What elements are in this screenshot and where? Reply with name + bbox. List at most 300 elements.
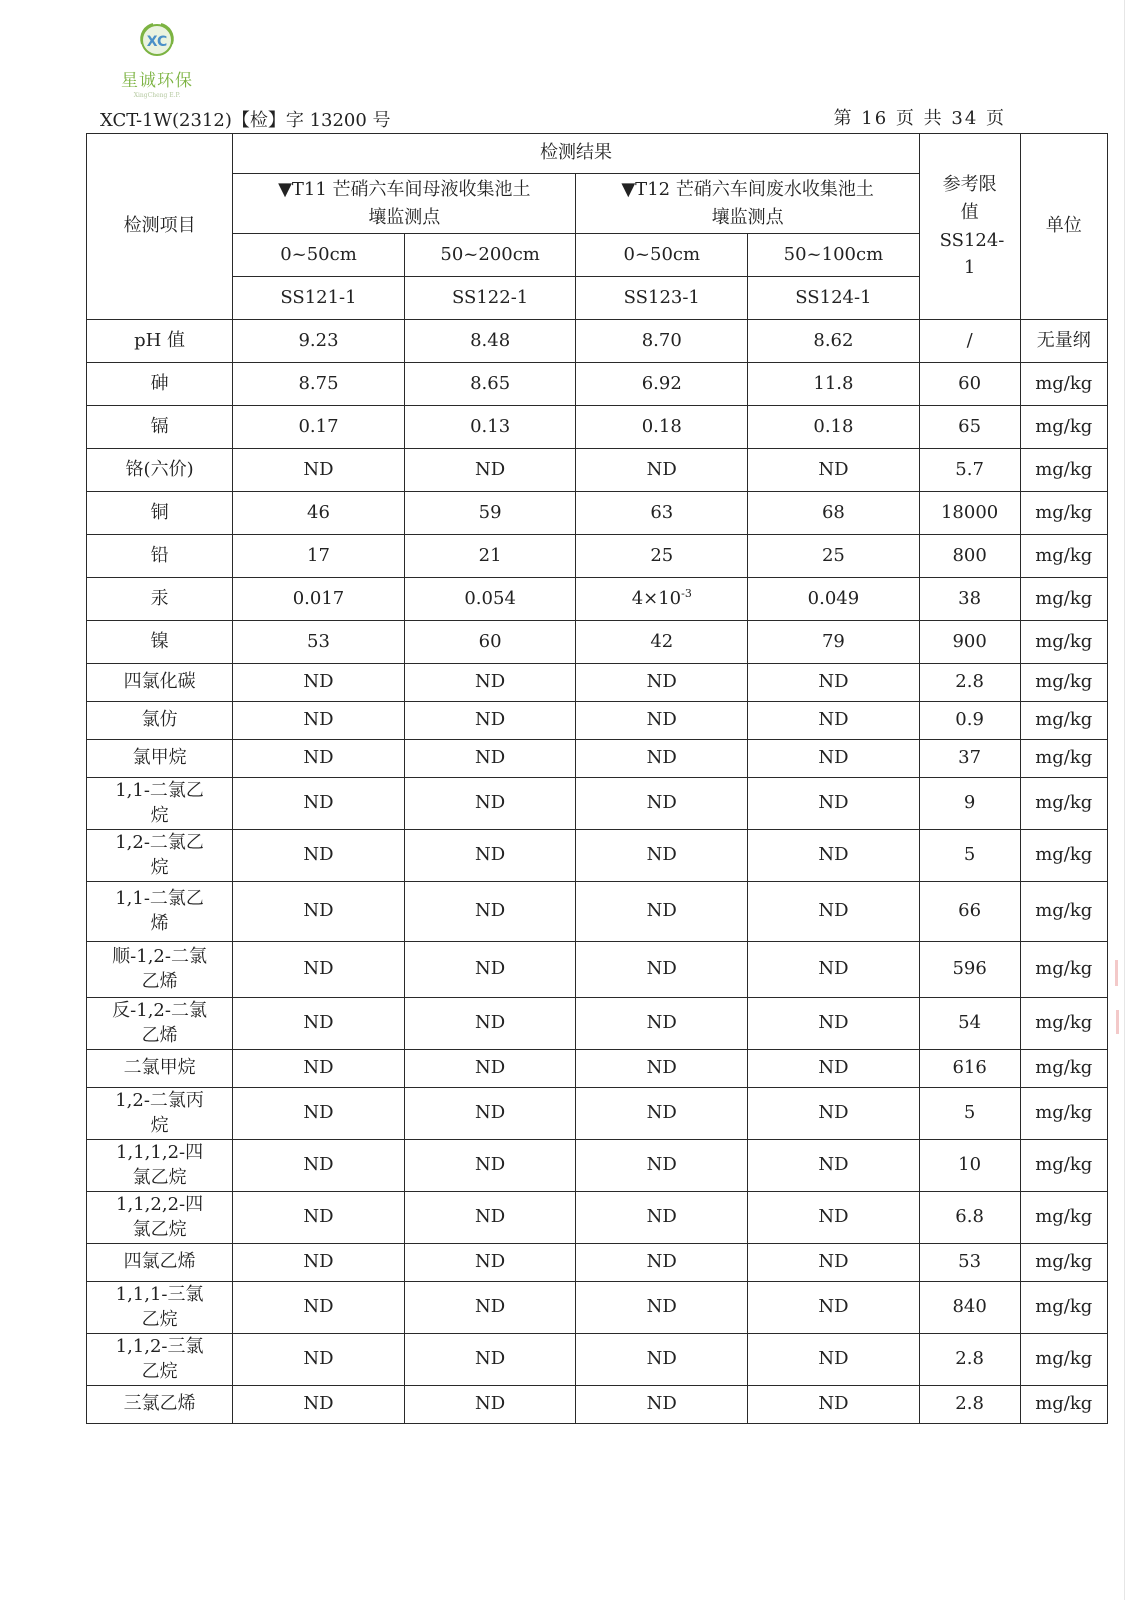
result-value-text: ND (475, 1057, 506, 1079)
result-value-text: ND (475, 458, 506, 480)
analyte-name-text: 1,2-二氯乙烷 (115, 832, 204, 878)
header-point-t12 (576, 174, 919, 234)
reference-limit: 66 (919, 882, 1020, 942)
reference-limit: 60 (919, 363, 1020, 406)
result-value (233, 664, 405, 702)
header-reference-text: 参考限值 SS124-1 (939, 173, 1005, 279)
result-value (404, 578, 576, 621)
result-value (748, 740, 920, 778)
reference-limit: 37 (919, 740, 1020, 778)
result-value (748, 1334, 920, 1386)
result-value (576, 578, 748, 621)
logo-subtext: XingCheng E.P. (133, 92, 181, 99)
table-row (87, 621, 1108, 664)
result-value (748, 664, 920, 702)
result-value-text: ND (303, 1206, 334, 1228)
analyte-name-text: 镍 (150, 630, 169, 652)
analyte-name-text: pH 值 (134, 329, 186, 351)
analyte-name (87, 882, 233, 942)
result-value-text: 63 (650, 501, 674, 523)
reference-limit: 0.9 (919, 702, 1020, 740)
result-value (404, 1386, 576, 1424)
result-value (576, 1140, 748, 1192)
results-table (86, 133, 1108, 1424)
table-row (87, 1192, 1108, 1244)
result-value (233, 1244, 405, 1282)
result-value (404, 702, 576, 740)
analyte-name-text: 四氯化碳 (123, 671, 196, 693)
analyte-name-text: 顺-1,2-二氯乙烯 (112, 946, 207, 992)
reference-limit: 10 (919, 1140, 1020, 1192)
result-value-text: ND (646, 1393, 677, 1415)
result-value-text: 0.17 (298, 415, 339, 437)
result-value (233, 778, 405, 830)
result-value-text: ND (303, 1102, 334, 1124)
result-value-text: ND (818, 747, 849, 769)
result-value (233, 1334, 405, 1386)
unit: mg/kg (1020, 535, 1108, 578)
result-value-text: ND (475, 1251, 506, 1273)
result-value-text: 60 (478, 630, 502, 652)
unit: mg/kg (1020, 406, 1108, 449)
table-row (87, 1088, 1108, 1140)
result-value-text: ND (646, 671, 677, 693)
result-value (748, 363, 920, 406)
result-value-text: 21 (478, 544, 502, 566)
result-value-text: ND (818, 709, 849, 731)
table-row (87, 702, 1108, 740)
analyte-name-text: 反-1,2-二氯乙烯 (112, 1000, 207, 1046)
result-value-text: ND (303, 958, 334, 980)
result-value (748, 778, 920, 830)
result-value (404, 664, 576, 702)
result-value (233, 449, 405, 492)
analyte-name-text: 1,1,2,2-四氯乙烷 (116, 1194, 204, 1240)
table-row (87, 1050, 1108, 1088)
table-body (87, 320, 1108, 1424)
table-row (87, 830, 1108, 882)
result-value (576, 882, 748, 942)
result-value (748, 578, 920, 621)
result-value-text: ND (818, 671, 849, 693)
reference-limit: 65 (919, 406, 1020, 449)
result-value (404, 942, 576, 998)
result-value-text: ND (818, 1251, 849, 1273)
table-header (87, 134, 1108, 320)
logo-emblem-icon (135, 20, 179, 60)
result-value (233, 535, 405, 578)
unit: mg/kg (1020, 363, 1108, 406)
result-value (404, 830, 576, 882)
result-value (576, 1386, 748, 1424)
logo-text: 星诚环保 (121, 71, 193, 91)
result-value (233, 578, 405, 621)
result-value-text: 8.62 (813, 329, 854, 351)
page-number: 第 16 页 共 34 页 (833, 108, 1006, 129)
analyte-name-text: 铅 (150, 544, 169, 566)
unit: mg/kg (1020, 1192, 1108, 1244)
result-value-text: 0.18 (641, 415, 682, 437)
result-value (748, 882, 920, 942)
result-value-text: ND (818, 958, 849, 980)
result-value (576, 830, 748, 882)
table-row (87, 664, 1108, 702)
result-value (233, 621, 405, 664)
result-value (576, 1282, 748, 1334)
reference-limit: 18000 (919, 492, 1020, 535)
result-value (748, 702, 920, 740)
analyte-name (87, 1050, 233, 1088)
result-value-text: ND (303, 1251, 334, 1273)
analyte-name (87, 535, 233, 578)
unit: mg/kg (1020, 830, 1108, 882)
result-value-text: ND (303, 1348, 334, 1370)
result-value-text: ND (303, 792, 334, 814)
analyte-name (87, 1244, 233, 1282)
header-sample-id: SS123-1 (576, 277, 748, 320)
table-row (87, 882, 1108, 942)
table-row (87, 1386, 1108, 1424)
result-value-text: 46 (307, 501, 330, 523)
result-value (576, 1192, 748, 1244)
analyte-name (87, 449, 233, 492)
result-value (748, 1088, 920, 1140)
header-depth: 50~100cm (748, 234, 920, 277)
result-value-text: ND (818, 792, 849, 814)
unit: mg/kg (1020, 492, 1108, 535)
result-value-text: ND (646, 1348, 677, 1370)
result-value-text: ND (818, 1057, 849, 1079)
result-value (404, 1088, 576, 1140)
result-value (576, 449, 748, 492)
result-value-text: ND (646, 1206, 677, 1228)
result-value (404, 740, 576, 778)
analyte-name-text: 1,1,1-三氯乙烷 (115, 1284, 204, 1330)
table-row (87, 578, 1108, 621)
result-value (576, 1334, 748, 1386)
result-value-text: ND (475, 844, 506, 866)
result-value (233, 740, 405, 778)
result-value-text: ND (818, 900, 849, 922)
result-value (576, 406, 748, 449)
result-value-text: ND (303, 709, 334, 731)
result-value (748, 535, 920, 578)
analyte-name (87, 702, 233, 740)
result-value-text: 6.92 (641, 372, 682, 394)
result-value-text: 79 (821, 630, 845, 652)
analyte-name (87, 363, 233, 406)
analyte-name-text: 铜 (150, 501, 169, 523)
result-value (748, 449, 920, 492)
result-value (576, 702, 748, 740)
reference-limit: 596 (919, 942, 1020, 998)
table-row (87, 449, 1108, 492)
result-value-text: ND (303, 900, 334, 922)
analyte-name (87, 664, 233, 702)
result-value-text: ND (303, 1012, 334, 1034)
result-value (404, 535, 576, 578)
result-value-text: ND (646, 1154, 677, 1176)
unit: mg/kg (1020, 778, 1108, 830)
analyte-name (87, 320, 233, 363)
result-value-text: 25 (821, 544, 845, 566)
table-row (87, 942, 1108, 998)
result-value-text: ND (646, 458, 677, 480)
result-value (748, 1244, 920, 1282)
result-value (576, 535, 748, 578)
result-value (233, 998, 405, 1050)
table-row (87, 492, 1108, 535)
result-value (576, 740, 748, 778)
result-value (233, 320, 405, 363)
result-value (233, 830, 405, 882)
reference-limit: 5 (919, 1088, 1020, 1140)
result-value-text: ND (303, 747, 334, 769)
unit: mg/kg (1020, 1282, 1108, 1334)
result-value-text: 53 (307, 630, 330, 652)
table-row (87, 406, 1108, 449)
analyte-name (87, 778, 233, 830)
result-value (404, 363, 576, 406)
result-value-text: 59 (478, 501, 502, 523)
analyte-name (87, 1088, 233, 1140)
result-value-text: 4×10 (631, 587, 682, 609)
reference-limit: 5 (919, 830, 1020, 882)
result-value (233, 1088, 405, 1140)
reference-limit: 840 (919, 1282, 1020, 1334)
result-value (576, 1244, 748, 1282)
result-value (404, 320, 576, 363)
reference-limit: 900 (919, 621, 1020, 664)
result-value-text: ND (646, 1012, 677, 1034)
analyte-name (87, 942, 233, 998)
page-edge-line (1124, 0, 1125, 1600)
table-row (87, 998, 1108, 1050)
analyte-name (87, 492, 233, 535)
result-value-text: ND (475, 900, 506, 922)
result-value-text: ND (303, 671, 334, 693)
table-row (87, 1334, 1108, 1386)
reference-limit: 6.8 (919, 1192, 1020, 1244)
reference-limit: 800 (919, 535, 1020, 578)
table-row (87, 320, 1108, 363)
unit: mg/kg (1020, 621, 1108, 664)
result-value (748, 830, 920, 882)
result-value-text: ND (475, 1206, 506, 1228)
result-value (404, 1140, 576, 1192)
result-value-text: 8.65 (470, 372, 511, 394)
result-value-text: ND (475, 1102, 506, 1124)
result-value (404, 1050, 576, 1088)
unit: mg/kg (1020, 1386, 1108, 1424)
result-value-text: 8.75 (298, 372, 339, 394)
analyte-name-text: 1,1-二氯乙烷 (115, 780, 204, 826)
result-value-text: ND (646, 958, 677, 980)
header-item: 检测项目 (87, 134, 233, 320)
analyte-name-text: 二氯甲烷 (123, 1057, 196, 1079)
result-value (748, 942, 920, 998)
reference-limit: 54 (919, 998, 1020, 1050)
result-value-text: ND (818, 458, 849, 480)
result-value-text: ND (475, 958, 506, 980)
result-value (748, 320, 920, 363)
logo-monogram: XC (146, 34, 168, 50)
result-value-text: 0.054 (464, 587, 516, 609)
result-value-text: ND (303, 1154, 334, 1176)
result-value (233, 702, 405, 740)
reference-limit: 2.8 (919, 1386, 1020, 1424)
header-point-t11 (233, 174, 576, 234)
result-value (233, 1192, 405, 1244)
result-value-text: ND (475, 709, 506, 731)
unit: mg/kg (1020, 1140, 1108, 1192)
analyte-name-text: 镉 (150, 415, 169, 437)
unit: mg/kg (1020, 1050, 1108, 1088)
result-value-text: 8.48 (470, 329, 511, 351)
table-row (87, 1140, 1108, 1192)
result-value-text: ND (646, 900, 677, 922)
unit: mg/kg (1020, 740, 1108, 778)
header-depth: 50~200cm (404, 234, 576, 277)
analyte-name-text: 1,1,1,2-四氯乙烷 (116, 1142, 204, 1188)
reference-limit: 5.7 (919, 449, 1020, 492)
result-value (404, 1244, 576, 1282)
header-sample-id: SS122-1 (404, 277, 576, 320)
document-number: XCT-1W(2312)【检】字 13200 号 (100, 110, 391, 131)
unit: 无量纲 (1020, 320, 1108, 363)
header-sample-id: SS124-1 (748, 277, 920, 320)
unit: mg/kg (1020, 578, 1108, 621)
reference-limit: 2.8 (919, 1334, 1020, 1386)
scan-mark (1116, 1010, 1119, 1034)
result-value-text: ND (646, 1057, 677, 1079)
result-value (576, 998, 748, 1050)
result-value-text: ND (646, 747, 677, 769)
result-value-text: 68 (821, 501, 845, 523)
table-row (87, 1282, 1108, 1334)
analyte-name (87, 621, 233, 664)
analyte-name (87, 1282, 233, 1334)
result-value-text: ND (646, 1251, 677, 1273)
result-value-text: ND (303, 1296, 334, 1318)
unit: mg/kg (1020, 1088, 1108, 1140)
reference-limit: 2.8 (919, 664, 1020, 702)
analyte-name (87, 578, 233, 621)
unit: mg/kg (1020, 1244, 1108, 1282)
result-value-text: ND (303, 1393, 334, 1415)
result-value-text: ND (646, 709, 677, 731)
result-value (233, 882, 405, 942)
result-value (748, 998, 920, 1050)
result-value-text: ND (818, 1296, 849, 1318)
result-value-text: ND (818, 1154, 849, 1176)
result-value (576, 492, 748, 535)
result-value-text: 8.70 (641, 329, 682, 351)
analyte-name-text: 1,1-二氯乙烯 (115, 888, 204, 934)
analyte-name-text: 三氯乙烯 (123, 1393, 196, 1415)
result-value (576, 1088, 748, 1140)
result-value-text: 11.8 (813, 372, 854, 394)
result-value (576, 363, 748, 406)
result-value-text: 0.049 (807, 587, 860, 609)
result-value-text: ND (475, 747, 506, 769)
analyte-name-text: 铬(六价) (125, 458, 194, 480)
result-value-text: ND (646, 792, 677, 814)
reference-limit: / (919, 320, 1020, 363)
header-reference (919, 134, 1020, 320)
header-sample-id: SS121-1 (233, 277, 405, 320)
result-value-text: ND (303, 1057, 334, 1079)
header-depth: 0~50cm (233, 234, 405, 277)
result-value (404, 1192, 576, 1244)
header-depth: 0~50cm (576, 234, 748, 277)
result-value (404, 998, 576, 1050)
result-value (404, 449, 576, 492)
result-value (233, 942, 405, 998)
result-value (404, 621, 576, 664)
result-value (404, 406, 576, 449)
result-value (748, 1140, 920, 1192)
table-row (87, 740, 1108, 778)
unit: mg/kg (1020, 882, 1108, 942)
table-row (87, 1244, 1108, 1282)
result-value-text: ND (646, 1296, 677, 1318)
result-value-text: 25 (650, 544, 674, 566)
table-row (87, 535, 1108, 578)
result-value-text: ND (818, 1206, 849, 1228)
result-value-text: 17 (307, 544, 330, 566)
analyte-name (87, 1386, 233, 1424)
reference-limit: 616 (919, 1050, 1020, 1088)
result-value-text: ND (303, 458, 334, 480)
analyte-name (87, 830, 233, 882)
analyte-name-text: 1,2-二氯丙烷 (115, 1090, 204, 1136)
result-value (748, 621, 920, 664)
result-value-text: ND (646, 844, 677, 866)
result-value-text: ND (818, 1348, 849, 1370)
result-value (404, 778, 576, 830)
result-value (233, 363, 405, 406)
result-value-text: ND (818, 1102, 849, 1124)
result-value (576, 320, 748, 363)
result-value (404, 1334, 576, 1386)
result-value-text: ND (475, 671, 506, 693)
table-row (87, 778, 1108, 830)
result-value (576, 1050, 748, 1088)
analyte-name (87, 740, 233, 778)
result-value-text: 42 (650, 630, 674, 652)
result-value (576, 664, 748, 702)
result-value-text: ND (475, 1296, 506, 1318)
result-value (748, 492, 920, 535)
analyte-name-text: 砷 (150, 372, 169, 394)
result-value-text: ND (818, 844, 849, 866)
result-value-text: 0.18 (813, 415, 854, 437)
reference-limit: 9 (919, 778, 1020, 830)
result-value (233, 492, 405, 535)
header-unit: 单位 (1020, 134, 1108, 320)
mercury-exponent: -3 (681, 586, 692, 600)
result-value (404, 882, 576, 942)
result-value (748, 1282, 920, 1334)
result-value (748, 406, 920, 449)
unit: mg/kg (1020, 1334, 1108, 1386)
result-value (233, 406, 405, 449)
unit: mg/kg (1020, 942, 1108, 998)
result-value (233, 1140, 405, 1192)
result-value (576, 621, 748, 664)
result-value (576, 942, 748, 998)
